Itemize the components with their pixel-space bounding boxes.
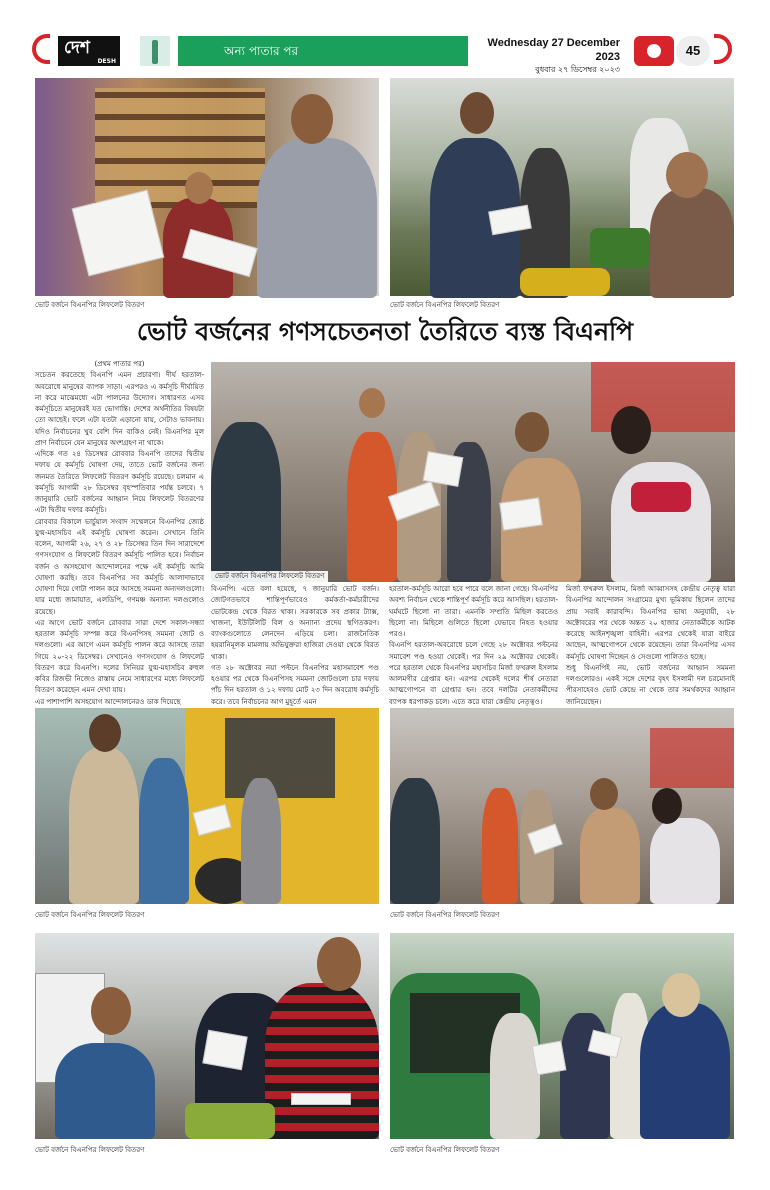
article-paragraph: এর পাশাপাশি অসহযোগ আন্দোলনেরও ডাক দিয়েছে: [35, 697, 181, 706]
header-right-ornament: [714, 34, 732, 64]
page-number: 45: [676, 36, 710, 66]
date-block: [470, 36, 620, 74]
photo-shop-leaflet: [35, 78, 379, 296]
photo-caption-2: ভোট বর্জনে বিএনপির লিফলেট বিতরণ: [390, 301, 500, 309]
photo-youth-leaflet: [35, 933, 379, 1139]
section-label: অন্য পাতার পর: [224, 44, 299, 58]
article-paragraph: হরতাল-কর্মসূচি আরো হবে পারে বলে জানা গেছে। বিএনপির অবশ্য নির্বাচন থেকে শান্তিপূর্ণ কর্মসূচি করে আসছিল। হরতাল-ঘর্মঘটে ছিলো না তারা। এমনকি সম্প্রতি মিছিল করতেও ছিলো না। মিছিলে গুলিতে ছিলো যেভাবে নিহত হওয়ার পরও।: [389, 585, 558, 638]
photo-caption-4: ভোট বর্জনে বিএনপির লিফলেট বিতরণ: [35, 911, 145, 919]
newspaper-logo: [58, 36, 120, 66]
header-left-ornament: [32, 34, 50, 64]
article-paragraph: সচেতন করতেছে বিএনপি এমন প্রচারণা। দীর্ঘ হরতাল-অবরোধে মানুষের ব্যাপক সাড়া। এরপরও এ কর্মসূচি দীর্ঘায়িত না করে মাঝেমধ্যে এটা পালনের উদ্যোগ। সাধারণত এসব কর্মসূচিতে মানুষেরই যত ভোগান্তি। দেশের অর্থনীতির বিষয়টা তো আছেই। ফলে এটা যতটা এড়ানো যায়, সেটাও ভাবনায়। যদিও নির্বাচনের খুব বেশি দিন বাকিও নেই। বিএনপির মূল প্রাণ নির্বাচনে যেন মানুষের অংশগ্রহণ না থাকে।: [35, 371, 204, 447]
article-paragraph: বিএনপি। এতে বলা হয়েছে, ৭ জানুয়ারি ভোট বর্জন। জোটগতভাবে শান্তিপূর্ণভাবেও কর্মকর্তা-কর্মচারীদের ভোটকেন্দ্র থেকে বিরত থাকা। সরকারকে সব প্রকার ট্যাক্স, খাজনা, ইউটিলিটি বিল ও অন্যান্য প্রদেয় স্থগিতকরণ। ব্যাংকগুলোতে লেনদেন এড়িয়ে চলা। রাজনৈতিক হয়রানিমূলক মামলায় অভিযুক্তরা হাজিরা দেওয়া থেকে বিরত থাকা।: [211, 585, 379, 661]
article-paragraph: শুধু বিএনপিই নয়, ভোট বর্জনের আহ্বান সমমনা দলগুলোরও। একই সঙ্গে দেশের বৃহৎ ইসলামী দল চরমোনাই পীরসাহেবও ভোট কেন্দ্রে না থেকে তার সমর্থকদের আহ্বান জানিয়েছেন।: [566, 663, 735, 706]
article-paragraph: রোববার বিকালে ভার্চুয়াল সংবাদ সম্মেলনে বিএনপির জ্যেষ্ঠ যুগ্ম-মহাসচিব এই কর্মসূচি ঘোষণা করেন। সেখানে তিনি বলেন, আগামী ২৬, ২৭ ও ২৮ ডিসেম্বর তিন দিন সারাদেশে গণসংযোগ ও লিফলেট বিতরণ কর্মসূচি পালিত হবে। নির্বাচন বর্জন ও অসহযোগ আন্দোলনের পক্ষে এই কর্মসূচি আমি ঘোষণা করছি। তবে বিএনপির সব কর্মসূচি আলাদাভাবে ঘোষণা দিয়ে গোটা পালন করে আসছে সমমনা অন্যদলগুলো। যার মধ্যে জামায়াত, এলডিপি, গণমঞ্চ অন্যান্য দলগুলোও রয়েছে।: [35, 517, 204, 616]
headline: ভোট বর্জনের গণসচেতনতা তৈরিতে ব্যস্ত বিএনপি: [136, 317, 634, 346]
flag-icon: [634, 36, 674, 66]
article-column-1: [35, 359, 204, 706]
section-banner: [178, 36, 468, 66]
statue-icon: [140, 36, 170, 66]
article-paragraph: মির্জা ফখরুল ইসলাম, মির্জা আব্বাসসহ কেন্দ্রীয় নেতৃত্ব যারা বিএনপির আন্দোলন সংগ্রামের মুখ্য ভূমিকায় ছিলেন তাদের প্রায় সবাই কারাবন্দি। বিএনপির ভাষ্য অনুযায়ী, ২৮ অক্টোবরের পর থেকে অন্তত ২০ হাজার নেতাকর্মীকে আটক করেছে আইনশৃঙ্খলা বাহিনী। এরপর থেকেই যারা বাইরে আছেন, আত্মগোপনে থেকে রয়েছেন। তারা বিএনপির এসব কর্মসূচি ঘোষণা দিচ্ছেন ও সেগুলো পালিতও হচ্ছে।: [566, 585, 735, 661]
photo-caption-center: ভোট বর্জনে বিএনপির লিফলেট বিতরণ: [211, 571, 328, 582]
photo-truck-leaflet: [35, 708, 379, 904]
photo-caption-1: ভোট বর্জনে বিএনপির লিফলেট বিতরণ: [35, 301, 145, 309]
photo-crowd-leaflet: [390, 708, 734, 904]
photo-caption-6: ভোট বর্জনে বিএনপির লিফলেট বিতরণ: [35, 1146, 145, 1154]
date-english: Wednesday 27 December 2023: [487, 37, 620, 63]
article-column-3: [389, 584, 558, 706]
photo-street-leaflet: [211, 362, 735, 582]
continuation-label: (প্রথম পাতার পর): [94, 360, 145, 368]
article-column-4: [566, 584, 735, 706]
article-paragraph: গত ২৮ অক্টোবর নয়া পল্টনে বিএনপির মহাসমাবেশ পণ্ড হওয়ার পর থেকে বিএনপিসহ সমমনা জোটগুলো চার দফায় পাঁচ দিন হরতাল ও ১২ দফায় মোট ২৩ দিন অবরোধ কর্মসূচি করে। তবে নির্বাচনের আগ মুহূর্তে এমন: [211, 663, 379, 706]
photo-caption-7: ভোট বর্জনে বিএনপির লিফলেট বিতরণ: [390, 1146, 500, 1154]
photo-caption-5: ভোট বর্জনে বিএনপির লিফলেট বিতরণ: [390, 911, 500, 919]
article-paragraph: এদিকে গত ২৪ ডিসেম্বর রোববার বিএনপি তাদের দ্বিতীয় দফায় যে কর্মসূচি ঘোষণা দেয়, তাতে ভোট বর্জনের জন্য জনমত তৈরিতে লিফলেট বিতরণ কর্মসূচি রয়েছে। চলমান এ কর্মসূচি আগামী ২৮ ডিসেম্বর বৃহস্পতিবার পর্যন্ত চলবে। ৭ জানুয়ারি ভোট বর্জনের আহ্বান নিয়ে লিফলেট বিতরণের এটা দ্বিতীয় দফার কর্মসূচি।: [35, 450, 204, 515]
page-header: [0, 0, 770, 74]
article-paragraph: এর আগে ভোট বর্জনে রোববার সারা দেশে সকাল-সন্ধ্যা হরতাল কর্মসূচি সম্পন্ন করে বিএনপিসহ সমমনা জোট ও দলগুলো। এর আগে এমন কর্মসূচি পালন করে আসছে তারা গিয়ে ২০-২২ ডিসেম্বর। সেখানেও গণসংযোগ ও লিফলেট বিতরণ করে বিএনপি। দলের সিনিয়র যুগ্ম-মহাসচিব রুহুল কবির রিজভী নিজেও রাস্তায় নেমে সাধারণের মধ্যে লিফলেট বিতরণ করেছেন এমন দেখা যায়।: [35, 618, 204, 695]
logo-sub: DESH: [97, 58, 116, 65]
logo-text: দেশ: [64, 38, 90, 58]
date-bengali: বুধবার ২৭ ডিসেম্বর ২০২৩: [535, 65, 620, 74]
photo-autorickshaw-leaflet: [390, 933, 734, 1139]
article-column-2: [211, 584, 379, 706]
photo-market-leaflet: [390, 78, 734, 296]
article-paragraph: বিএনপি হরতাল-অবরোধে চলে গেছে ২৮ অক্টোবর পল্টনের সমাবেশ পণ্ড হওয়া থেকেই। পর দিন ২৯ অক্টোবর থেকেই। পরে হরতাল থেকে বিএনপির মহাসচিব মির্জা ফখরুল ইসলাম আলমগীর গ্রেপ্তার হন। এরপর থেকেই দলের শীর্ষ নেতারা আত্মগোপনে বা গ্রেপ্তার হন। তবে দলটির নেতাকর্মীদের ব্যাপক ধরপাকড় চলে। এতে করে যারা কেন্দ্রীয় নেতৃত্বও।: [389, 641, 558, 706]
